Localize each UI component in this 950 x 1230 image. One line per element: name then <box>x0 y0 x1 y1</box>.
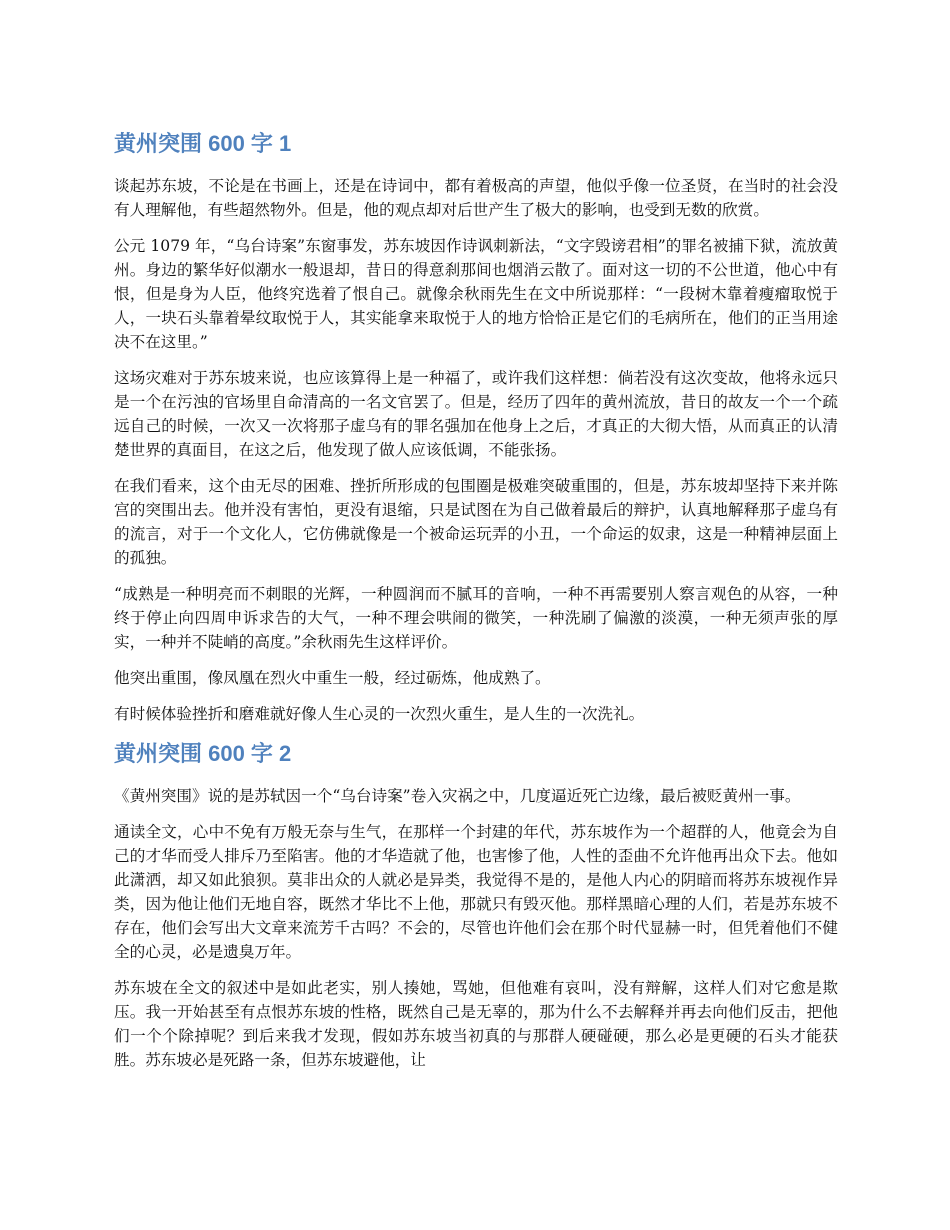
section-1-paragraph-1: 谈起苏东坡，不论是在书画上，还是在诗词中，都有着极高的声望，他似乎像一位圣贤，在当时的社会没有人理解他，有些超然物外。但是，他的观点却对后世产生了极大的影响，也受到无数的欣赏。 <box>114 177 838 219</box>
section-1-paragraph-6: 他突出重围，像凤凰在烈火中重生一般，经过砺炼，他成熟了。 <box>114 669 551 687</box>
section-1-paragraph-3: 这场灾难对于苏东坡来说，也应该算得上是一种福了，或许我们这样想：倘若没有这次变故，他将永远只是一个在污浊的官场里自命清高的一名文官罢了。但是，经历了四年的黄州流放，昔日的故友一个一个疏远自己的时候，一次又一次将那子虚乌有的罪名强加在他身上之后，才真正的大彻大悟，从而真正的认清楚世界的真面目，在这之后，他发现了做人应该低调，不能张扬。 <box>114 369 838 459</box>
section-2-paragraph-3: 苏东坡在全文的叙述中是如此老实，别人揍她，骂她，但他难有哀叫，没有辩解，这样人们对它愈是欺压。我一开始甚至有点恨苏东坡的性格，既然自己是无辜的，那为什么不去解释并再去向他们反击，把他们一个个除掉呢？到后来我才发现，假如苏东坡当初真的与那群人硬碰硬，那么必是更硬的石头才能获胜。苏东坡必是死路一条，但苏东坡避他，让 <box>114 979 838 1069</box>
section-1-paragraph-5: “成熟是一种明亮而不刺眼的光辉，一种圆润而不腻耳的音响，一种不再需要别人察言观色的从容，一种终于停止向四周申诉求告的大气，一种不理会哄闹的微笑，一种洗刷了偏激的淡漠，一种无须声张的厚实，一种并不陡峭的高度。”余秋雨先生这样评价。 <box>114 585 838 651</box>
section-1-paragraph-7: 有时候体验挫折和磨难就好像人生心灵的一次烈火重生，是人生的一次洗礼。 <box>114 705 645 723</box>
section-1-heading: 黄州突围 600 字 1 <box>114 131 292 156</box>
section-1-paragraph-2: 公元 1079 年，“乌台诗案”东窗事发，苏东坡因作诗讽刺新法，“文字毁谤君相”的罪名被捕下狱，流放黄州。身边的繁华好似潮水一般退却，昔日的得意刹那间也烟消云散了。面对这一切的不公世道，他心中有恨，但是身为人臣，他终究选着了恨自己。就像余秋雨先生在文中所说那样：“一段树木靠着瘦瘤取悦于人，一块石头靠着晕纹取悦于人，其实能拿来取悦于人的地方恰恰正是它们的毛病所在，他们的正当用途决不在这里。” <box>114 237 838 351</box>
section-2-paragraph-2: 通读全文，心中不免有万般无奈与生气，在那样一个封建的年代，苏东坡作为一个超群的人，他竟会为自己的才华而受人排斥乃至陷害。他的才华造就了他，也害惨了他，人性的歪曲不允许他再出众下去。他如此潇洒，却又如此狼狈。莫非出众的人就必是异类，我觉得不是的，是他人内心的阴暗而将苏东坡视作异类，因为他让他们无地自容，既然才华比不上他，那就只有毁灭他。那样黑暗心理的人们，若是苏东坡不存在，他们会写出大文章来流芳千古吗？不会的，尽管也许他们会在那个时代显赫一时，但凭着他们不健全的心灵，必是遗臭万年。 <box>114 823 838 961</box>
section-1-paragraph-4: 在我们看来，这个由无尽的困难、挫折所形成的包围圈是极难突破重围的，但是，苏东坡却坚持下来并陈宫的突围出去。他并没有害怕，更没有退缩，只是试图在为自己做着最后的辩护，认真地解释那子虚乌有的流言，对于一个文化人，它仿佛就像是一个被命运玩弄的小丑，一个命运的奴隶，这是一种精神层面上的孤独。 <box>114 477 838 567</box>
section-2-paragraph-1: 《黄州突围》说的是苏轼因一个“乌台诗案”卷入灾祸之中，几度逼近死亡边缘，最后被贬黄州一事。 <box>114 787 801 805</box>
document-page <box>114 128 838 1084</box>
section-2-heading: 黄州突围 600 字 2 <box>114 741 292 766</box>
